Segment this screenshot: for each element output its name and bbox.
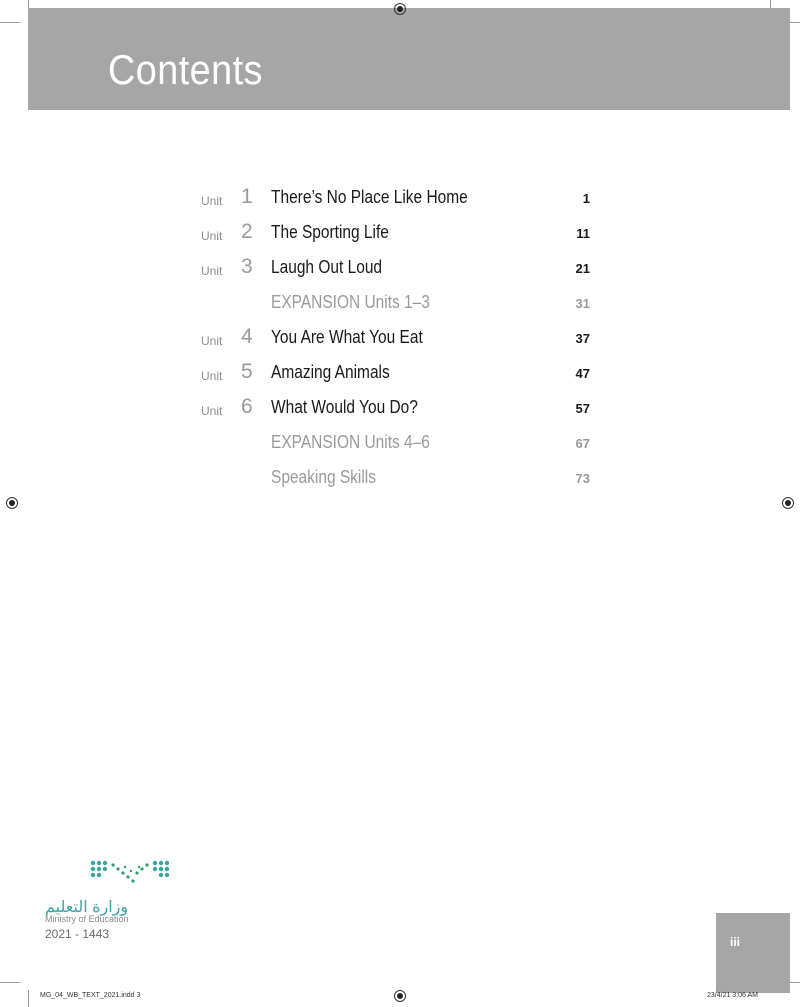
ministry-name-arabic: وزارة التعليم [45,899,129,916]
entry-title: Speaking Skills [271,467,376,487]
unit-label: Unit [201,229,223,243]
page-number: 57 [575,401,590,416]
crop-mark [28,990,29,1007]
entry-title: The Sporting Life [271,222,389,242]
registration-mark-icon [6,497,18,509]
unit-number: 3 [241,255,253,278]
unit-label: Unit [201,264,223,278]
page-number: 31 [575,296,590,311]
page-number: 1 [582,191,590,206]
toc-entry [0,290,800,320]
ministry-logo [45,855,195,955]
toc-entry [0,465,800,495]
entry-title: EXPANSION Units 4–6 [271,432,430,452]
entry-title: What Would You Do? [271,397,418,417]
toc-entry [0,185,800,215]
registration-mark-icon [394,990,406,1002]
page-title: Contents [108,46,263,93]
unit-number: 1 [241,185,253,208]
unit-number: 2 [241,220,253,243]
ministry-emblem-icon [85,855,185,895]
unit-number: 5 [241,360,253,383]
entry-title: Amazing Animals [271,362,390,382]
slug-file-name: MG_04_WB_TEXT_2021.indd 3 [40,992,141,999]
edition-year: 2021 - 1443 [45,927,110,941]
page-number: 21 [575,261,590,276]
ministry-name-english: Ministry of Education [45,914,129,924]
toc-entry [0,395,800,425]
registration-mark-icon [782,497,794,509]
page-number: 37 [575,331,590,346]
toc-entry [0,220,800,250]
entry-title: EXPANSION Units 1–3 [271,292,430,312]
toc-entry [0,360,800,390]
toc-entry [0,325,800,355]
crop-mark [0,22,20,23]
entry-title: There’s No Place Like Home [271,187,468,207]
unit-number: 6 [241,395,253,418]
page-number: 47 [575,366,590,381]
entry-title: Laugh Out Loud [271,257,383,277]
entry-title: You Are What You Eat [271,327,423,347]
unit-label: Unit [201,334,223,348]
header-band [28,8,790,110]
unit-label: Unit [201,369,223,383]
page-number: 67 [575,436,590,451]
page-number: 11 [576,226,590,241]
toc-entry [0,430,800,460]
folio-tab [716,913,790,993]
unit-label: Unit [201,404,223,418]
unit-label: Unit [201,194,223,208]
page-number: 73 [575,471,590,486]
unit-number: 4 [241,325,253,348]
toc-entry [0,255,800,285]
folio-page-number: iii [730,935,741,949]
registration-mark-icon [394,3,406,15]
slug-timestamp: 23/4/21 3:06 AM [707,992,758,999]
crop-mark [0,982,20,983]
